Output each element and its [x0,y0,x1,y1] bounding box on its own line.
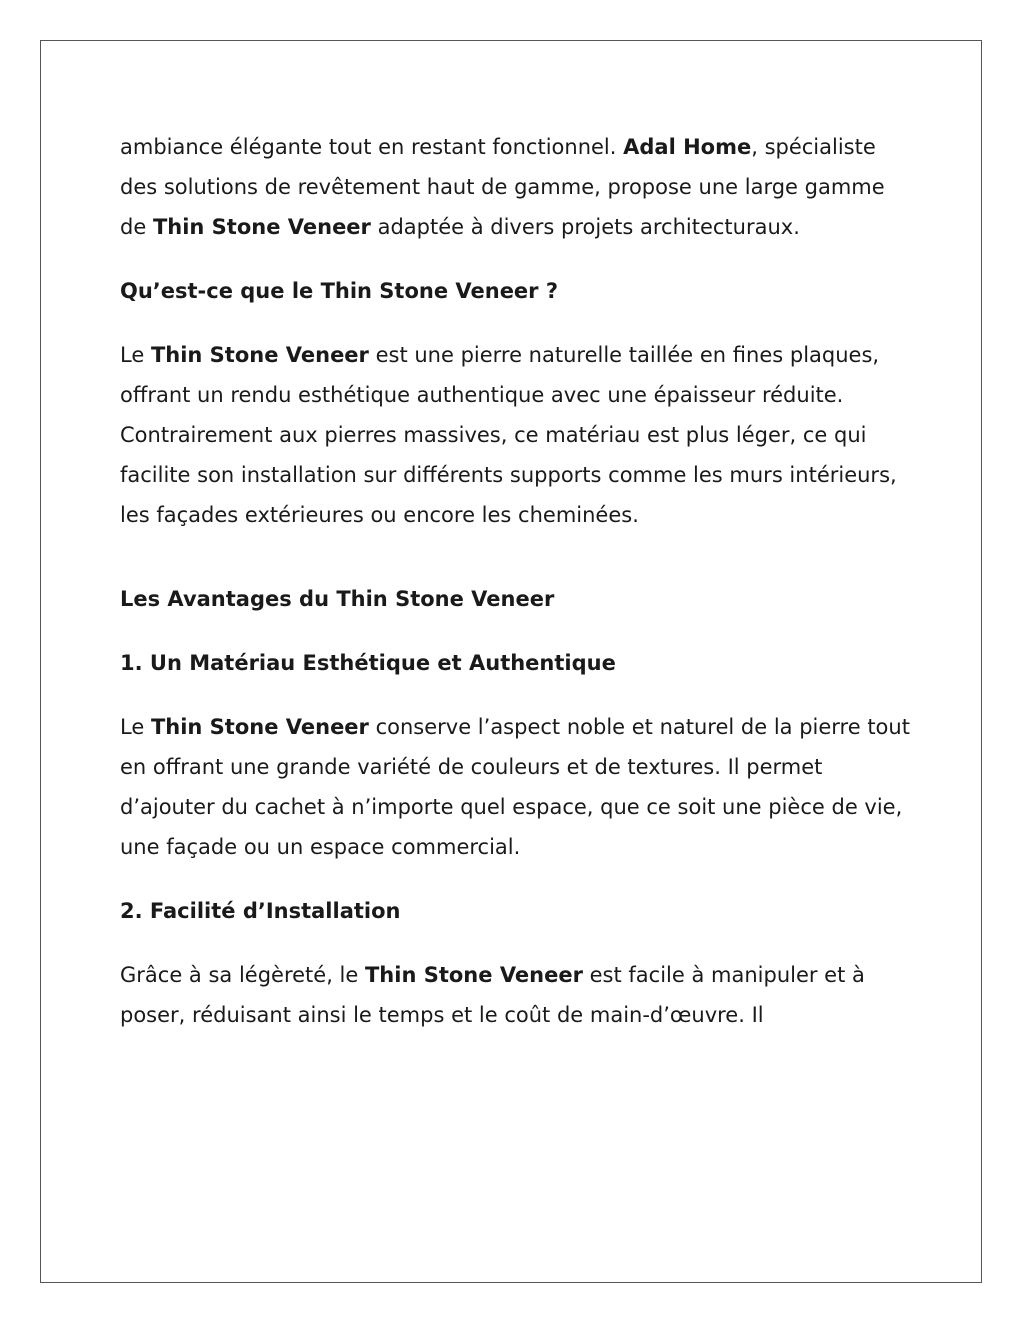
heading-what-is: Qu’est-ce que le Thin Stone Veneer ? [120,279,559,303]
product-name: Thin Stone Veneer [364,963,583,987]
definition-paragraph [120,335,910,535]
heading-advantages: Les Avantages du Thin Stone Veneer [120,587,555,611]
definition-text-1: Le [120,343,151,367]
product-name: Thin Stone Veneer [152,215,371,239]
product-name: Thin Stone Veneer [150,715,369,739]
intro-text-2: , spécialiste des solutions de revêtement haut de gamme, propose une large gamme de [120,135,885,239]
advantage-2-text-2: est facile à manipuler et à poser, réduisant ainsi le temps et le coût de main-d’œuvre. Il [120,963,865,1027]
document-body [120,127,910,1035]
heading-advantage-1: 1. Un Matériau Esthétique et Authentique [120,651,616,675]
heading-advantage-2: 2. Facilité d’Installation [120,899,401,923]
advantage-1-text-2: conserve l’aspect noble et naturel de la pierre tout en offrant une grande variété de couleurs et de textures. Il permet d’ajouter du cachet à n’importe quel espace, que ce soit une pièce de vie, une façade ou un espace commercial. [120,715,910,859]
advantage-2-paragraph [120,955,910,1035]
advantage-1-paragraph [120,707,910,867]
intro-text-1: ambiance élégante tout en restant fonctionnel. [120,135,624,159]
intro-paragraph [120,127,910,247]
advantage-2-text-1: Grâce à sa légèreté, le [120,963,365,987]
definition-text-2: est une pierre naturelle taillée en fines plaques, offrant un rendu esthétique authentique avec une épaisseur réduite. Contrairement aux pierres massives, ce matériau est plus léger, ce qui facilite son installation sur différents supports comme les murs intérieurs, les façades extérieures ou encore les cheminées. [120,343,897,527]
advantage-1-text-1: Le [120,715,151,739]
intro-text-3: adaptée à divers projets architecturaux. [370,215,800,239]
brand-name: Adal Home [623,135,752,159]
product-name: Thin Stone Veneer [150,343,369,367]
